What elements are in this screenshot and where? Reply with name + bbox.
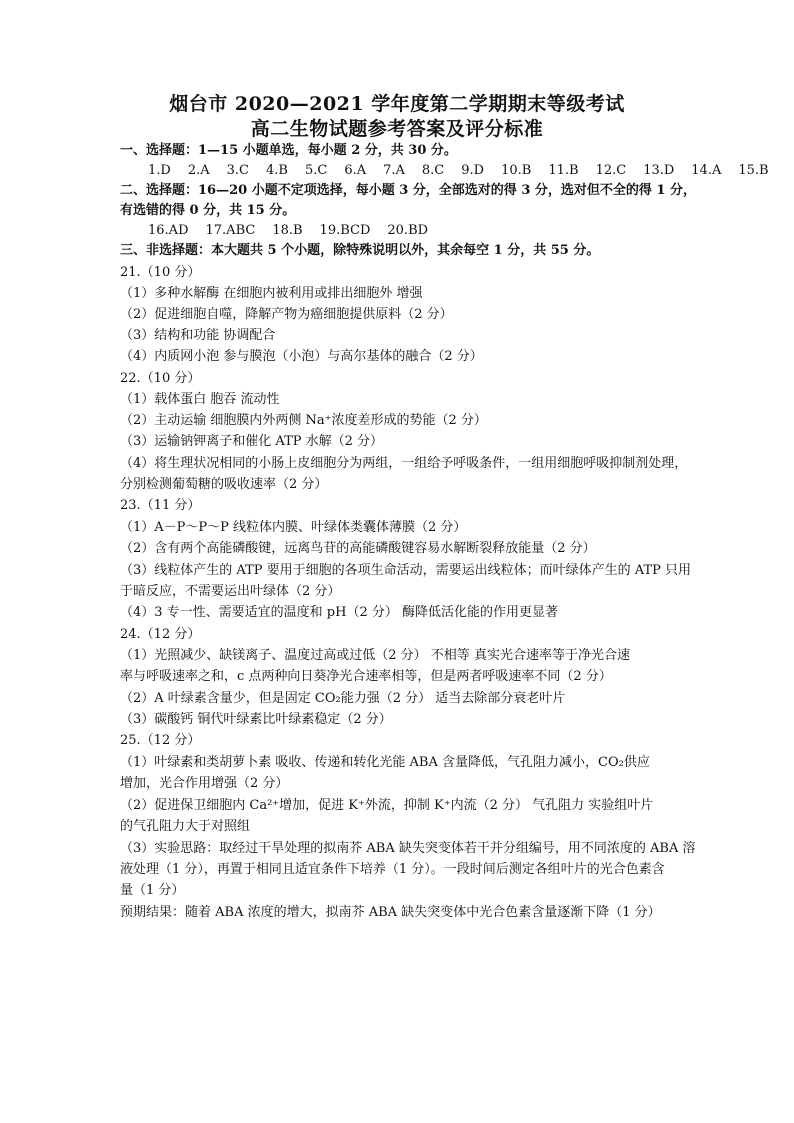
answer-line: （4）将生理状况相同的小肠上皮细胞分为两组，一组给予呼吸条件，一组用细胞呼吸抑制剂处理， [120,456,688,471]
answer-line: 率与呼吸速率之和，c 点两种向日葵净光合速率相等，但是两者呼吸速率不同（2 分） [120,669,612,684]
answer-line: （3）线粒体产生的 ATP 要用于细胞的各项生命活动，需要运出线粒体；而叶绿体产生的 ATP 只用 [120,563,691,578]
answer-line: 增加，光合作用增强（2 分） [120,776,289,791]
answer-item: 9.D [461,163,485,178]
answer-line: （4）内质网小泡 参与膜泡（小泡）与高尔基体的融合（2 分） [120,349,483,364]
answer-line: 的气孔阻力大于对照组 [120,819,251,834]
answer-line: （4）3 专一性、需要适宜的温度和 pH（2 分） 酶降低活化能的作用更显著 [120,605,559,620]
answer-line: （3）结构和功能 协调配合 [120,328,276,343]
document-title: 烟台市 2020—2021 学年度第二学期期末等级考试 [169,93,625,115]
document-subtitle: 高二生物试题参考答案及评分标准 [250,118,544,140]
answer-item: 20.BD [387,223,429,238]
answer-item: 18.B [272,223,303,238]
answer-item: 10.B [501,163,532,178]
section2-answers [148,221,748,241]
answer-item: 14.A [691,163,722,178]
answer-line: 21.（10 分） [120,265,201,280]
section2-heading-line2: 有选错的得 0 分，共 15 分。 [120,203,296,218]
answer-line: （3）运输钠钾离子和催化 ATP 水解（2 分） [120,434,384,449]
answer-item: 13.D [643,163,675,178]
answer-line: 于暗反应，不需要运出叶绿体（2 分） [120,584,341,599]
section2-heading-line1: 二、选择题：16—20 小题不定项选择，每小题 3 分，全部选对的得 3 分，选对但不全的得 1 分， [120,183,696,198]
answer-line: （1）叶绿素和类胡萝卜素 吸收、传递和转化光能 ABA 含量降低，气孔阻力减小，CO₂供应 [120,755,650,770]
answer-line: 24.（12 分） [120,627,201,642]
answer-item: 15.B [738,163,769,178]
answer-item: 3.C [226,163,249,178]
answer-line: （1）A－P～P～P 线粒体内膜、叶绿体类囊体薄膜（2 分） [120,520,467,535]
answer-item: 16.AD [148,223,189,238]
answer-line: 预期结果：随着 ABA 浓度的增大，拟南芥 ABA 缺失突变体中光合色素含量逐渐下降（1 分） [120,905,661,920]
answer-line: （1）载体蛋白 胞吞 流动性 [120,392,280,407]
answer-item: 6.A [344,163,367,178]
answer-line: 25.（12 分） [120,733,201,748]
answer-line: 液处理（1 分），再置于相同且适宜条件下培养（1 分）。一段时间后测定各组叶片的光合色素含 [120,862,665,877]
answer-line: （2）促进细胞自噬，降解产物为癌细胞提供原料（2 分） [120,307,453,322]
answer-line: （2）A 叶绿素含量少，但是固定 CO₂能力强（2 分） 适当去除部分衰老叶片 [120,691,566,706]
answer-item: 2.A [187,163,210,178]
answer-line: （2）促进保卫细胞内 Ca²⁺增加，促进 K⁺外流，抑制 K⁺内流（2 分） 气孔阻力 实验组叶片 [120,798,654,813]
answer-item: 12.C [595,163,627,178]
answer-item: 8.C [421,163,445,178]
section1-heading: 一、选择题：1—15 小题单选，每小题 2 分，共 30 分。 [120,143,457,158]
answer-item: 7.A [383,163,405,178]
section3-heading: 三、非选择题：本大题共 5 个小题，除特殊说明以外，其余每空 1 分，共 55 分。 [120,243,600,258]
answer-item: 11.B [548,163,579,178]
answer-line: （2）含有两个高能磷酸键，远离鸟苷的高能磷酸键容易水解断裂释放能量（2 分） [120,541,596,556]
answer-item: 19.BCD [319,223,371,238]
answer-line: （1）光照减少、缺镁离子、温度过高或过低（2 分） 不相等 真实光合速率等于净光合速 [120,648,630,663]
answer-line: 量（1 分） [120,883,185,898]
answer-line: （3）实验思路：取经过干旱处理的拟南芥 ABA 缺失突变体若干并分组编号，用不同浓度的 ABA 溶 [120,841,696,856]
answer-line: 分别检测葡萄糖的吸收速率（2 分） [120,477,328,492]
answer-item: 1.D [148,163,171,178]
answer-line: 22.（10 分） [120,371,201,386]
answer-line: （2）主动运输 细胞膜内外两侧 Na⁺浓度差形成的势能（2 分） [120,413,487,428]
answer-line: （1）多种水解酶 在细胞内被利用或排出细胞外 增强 [120,286,423,301]
section1-answers [148,161,769,181]
answer-item: 17.ABC [205,223,256,238]
answer-item: 5.C [304,163,328,178]
answer-line: （3）碳酸钙 铜代叶绿素比叶绿素稳定（2 分） [120,712,392,727]
answer-line: 23.（11 分） [120,498,201,513]
answer-item: 4.B [265,163,288,178]
